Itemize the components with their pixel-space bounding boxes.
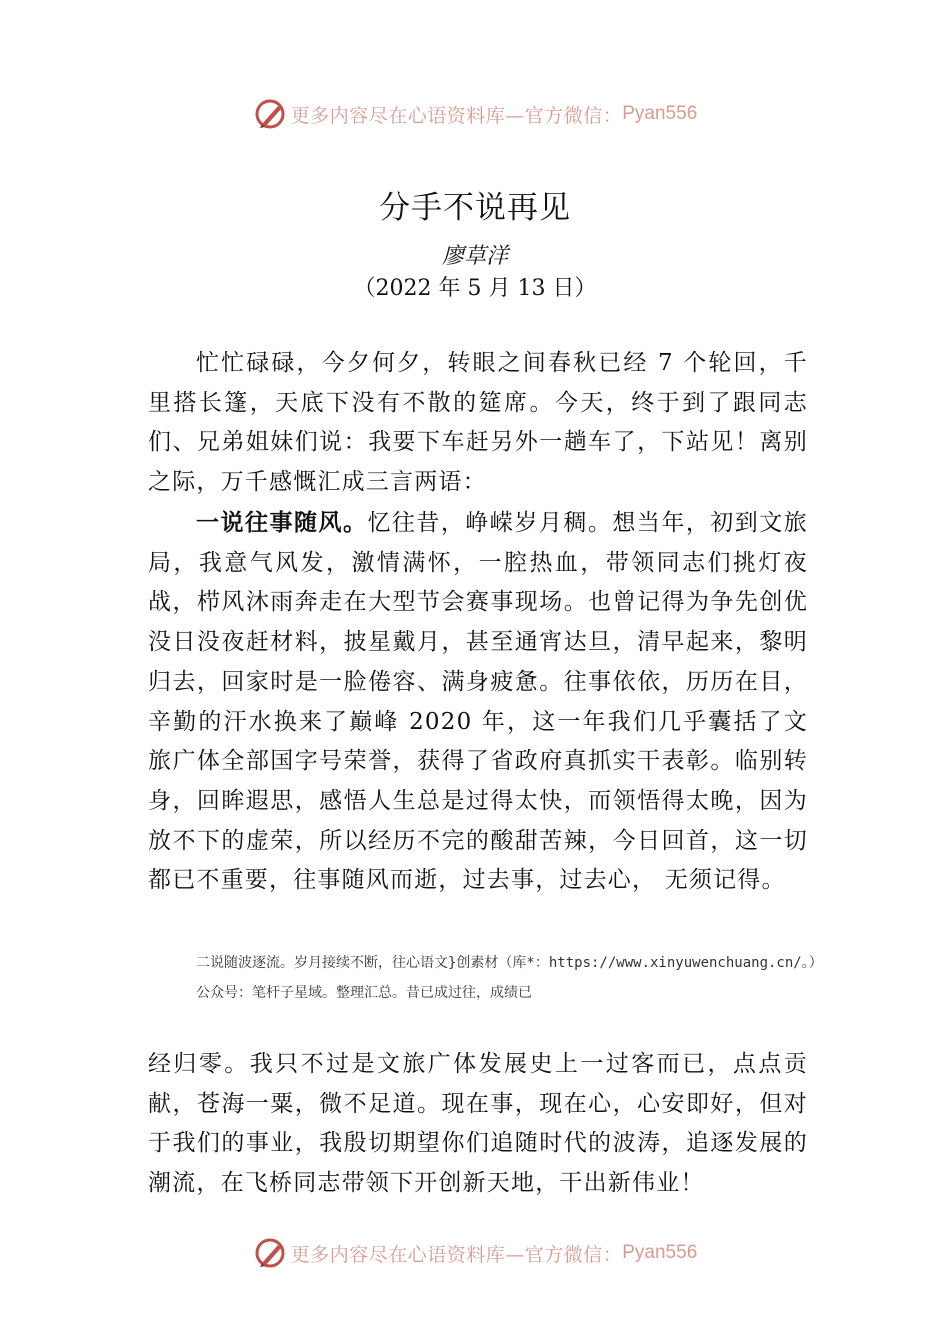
pen-logo-icon [253, 1236, 287, 1270]
paragraph-3: 经归零。我只不过是文旅广体发展史上一过客而已，点点贡献，苍海一粟，微不足道。现在事，现在心，心安即好，但对于我们的事业，我殷切期望你们追随时代的波涛，追逐发展的潮流，在飞桥同志带领下开创新天地，干出新伟业！ [148, 1051, 808, 1197]
pen-logo-icon [253, 97, 287, 131]
banner-wechat-id: Pyan556 [622, 1242, 698, 1263]
footer-banner [0, 1233, 950, 1273]
paragraph-2-body: 忆往昔，峥嵘岁月稠。想当年，初到文旅局，我意气风发，激情满怀，一腔热血，带领同志们挑灯夜战，栉风沐雨奔走在大型节会赛事现场。也曾记得为争先创优没日没夜赶材料，披星戴月，甚至通宵达旦，清早起来，黎明归去，回家时是一脸倦容、满身疲惫。往事依依，历历在目，辛勤的汗水换来了巅峰 2020 年，这一年我们几乎囊括了文旅广体全部国字号荣誉，获得了省政府真抓实干表彰。临别转身，回眸遐思，感悟人生总是过得太快，而领悟得太晚，因为放不下的虚荣，所以经历不完的酸甜苦辣，今日回首，这一切都已不重要，往事随风而逝，过去事，过去心， 无须记得。 [148, 510, 808, 894]
paragraph-2 [148, 503, 808, 901]
banner-wechat-id: Pyan556 [622, 103, 698, 124]
paragraph-2-lead: 一说往事随风。 [196, 509, 368, 536]
banner-text: 更多内容尽在心语资料库—官方微信： [290, 1243, 623, 1266]
document-date: （2022 年 5 月 13 日） [353, 276, 597, 301]
document-author: 廖草洋 [441, 244, 508, 269]
header-banner [0, 94, 950, 134]
document-title: 分手不说再见 [379, 190, 571, 226]
banner-text: 更多内容尽在心语资料库—官方微信： [290, 104, 623, 127]
paragraph-1: 忙忙碌碌，今夕何夕，转眼之间春秋已经 7 个轮回，千里搭长篷，天底下没有不散的筵席。今天，终于到了跟同志们、兄弟姐妹们说：我要下车赶另外一趟车了，下站见！离别之际，万千感慨汇成三言两语： [148, 350, 808, 496]
inserted-source-note: 二说随波逐流。岁月接续不断，往心语文}创素材（库*：https://www.xinyuwenchuang.cn/。）公众号：笔杆子星域。整理汇总。昔已成过往，成绩已 [196, 955, 823, 1001]
